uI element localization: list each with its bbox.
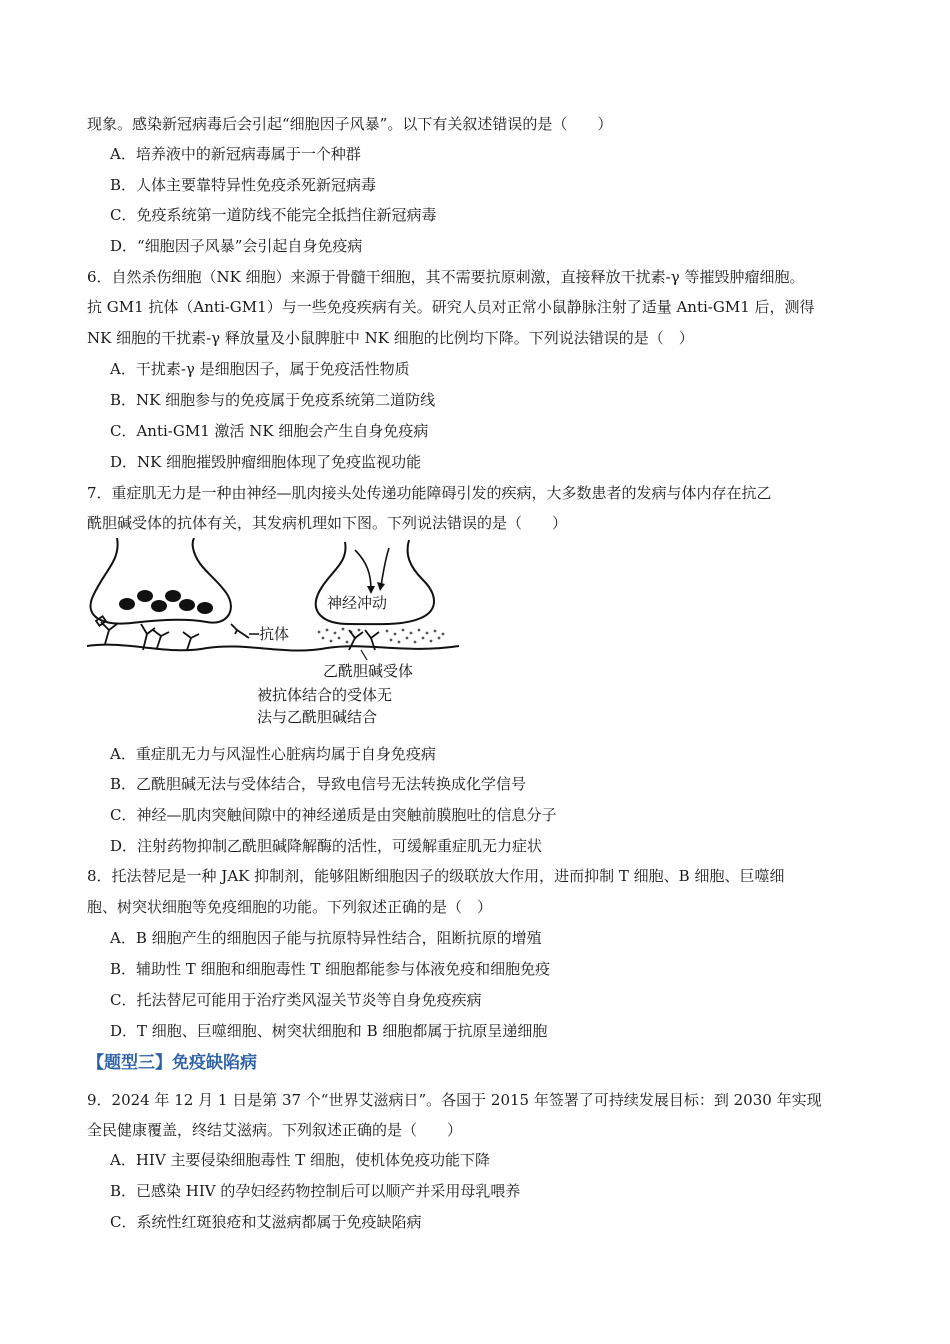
option-a: A．HIV 主要侵染细胞毒性 T 细胞，使机体免疫功能下降 [110,1151,490,1169]
option-c: C．Anti-GM1 激活 NK 细胞会产生自身免疫病 [110,422,429,440]
option-b: B．辅助性 T 细胞和细胞毒性 T 细胞都能参与体液免疫和细胞免疫 [110,960,551,978]
synapse-figure [87,538,467,728]
question-8-stem: 8．托法替尼是一种 JAK 抑制剂，能够阻断细胞因子的级联放大作用，进而抑制 T 细胞、B 细胞、巨噬细 [87,867,785,885]
vesicle [165,590,181,602]
option-b: B．人体主要靠特异性免疫杀死新冠病毒 [110,176,377,194]
question-9-stem: 全民健康覆盖，终结艾滋病。下列叙述正确的是（ ） [87,1121,463,1139]
question-6-stem: 6．自然杀伤细胞（NK 细胞）来源于骨髓干细胞，其不需要抗原刺激，直接释放干扰素-γ 等摧毁肿瘤细胞。 [87,268,805,286]
option-b: B．NK 细胞参与的免疫属于免疫系统第二道防线 [110,391,436,409]
option-b: B．已感染 HIV 的孕妇经药物控制后可以顺产并采用母乳喂养 [110,1182,521,1200]
antibody-label: 抗体 [259,625,290,643]
option-c: C．免疫系统第一道防线不能完全抵挡住新冠病毒 [110,206,437,224]
question-7-stem: 酰胆碱受体的抗体有关，其发病机理如下图。下列说法错误的是（ ） [87,514,568,532]
option-d: D．T 细胞、巨噬细胞、树突状细胞和 B 细胞都属于抗原呈递细胞 [110,1022,548,1040]
option-a: A．B 细胞产生的细胞因子能与抗原特异性结合，阻断抗原的增殖 [110,929,542,947]
question-6-stem: NK 细胞的干扰素-γ 释放量及小鼠脾脏中 NK 细胞的比例均下降。下列说法错误的是（ ） [87,329,694,347]
option-d: D．NK 细胞摧毁肿瘤细胞体现了免疫监视功能 [110,453,422,471]
option-a: A．培养液中的新冠病毒属于一个种群 [110,145,361,163]
option-a: A．重症肌无力与风湿性心脏病均属于自身免疫病 [110,745,436,763]
vesicle [151,600,167,612]
option-b: B．乙酰胆碱无法与受体结合，导致电信号无法转换成化学信号 [110,775,527,793]
question-6-stem: 抗 GM1 抗体（Anti-GM1）与一些免疫疾病有关。研究人员对正常小鼠静脉注射了适量 Anti-GM1 后，测得 [87,298,815,316]
option-d: D．“细胞因子风暴”会引起自身免疫病 [110,237,363,255]
option-c: C．神经—肌肉突触间隙中的神经递质是由突触前膜胞吐的信息分子 [110,806,557,824]
figure-caption: 法与乙酰胆碱结合 [257,708,378,726]
option-d: D．注射药物抑制乙酰胆碱降解酶的活性，可缓解重症肌无力症状 [110,837,543,855]
option-a: A．干扰素-γ 是细胞因子，属于免疫活性物质 [110,360,410,378]
receptor-label: 乙酰胆碱受体 [323,662,414,680]
question-5-stem-tail: 现象。感染新冠病毒后会引起“细胞因子风暴”。以下有关叙述错误的是（ ） [87,115,613,133]
question-7-stem: 7．重症肌无力是一种由神经—肌肉接头处传递功能障碍引发的疾病，大多数患者的发病与体内存在抗乙 [87,484,772,502]
option-c: C．系统性红斑狼疮和艾滋病都属于免疫缺陷病 [110,1213,422,1231]
section-heading: 【题型三】免疫缺陷病 [87,1053,257,1073]
vesicle [137,590,153,602]
question-9-stem: 9．2024 年 12 月 1 日是第 37 个“世界艾滋病日”。各国于 2015 年签署了可持续发展目标：到 2030 年实现 [87,1091,822,1109]
option-c: C．托法替尼可能用于治疗类风湿关节炎等自身免疫疾病 [110,991,482,1009]
figure-caption: 被抗体结合的受体无 [257,686,393,704]
question-8-stem: 胞、树突状细胞等免疫细胞的功能。下列叙述正确的是（ ） [87,898,493,916]
vesicle [197,602,213,614]
vesicle [119,598,135,610]
acetylcholine-dots [318,628,445,644]
nerve-impulse-label: 神经冲动 [327,594,388,612]
vesicle [179,599,195,611]
